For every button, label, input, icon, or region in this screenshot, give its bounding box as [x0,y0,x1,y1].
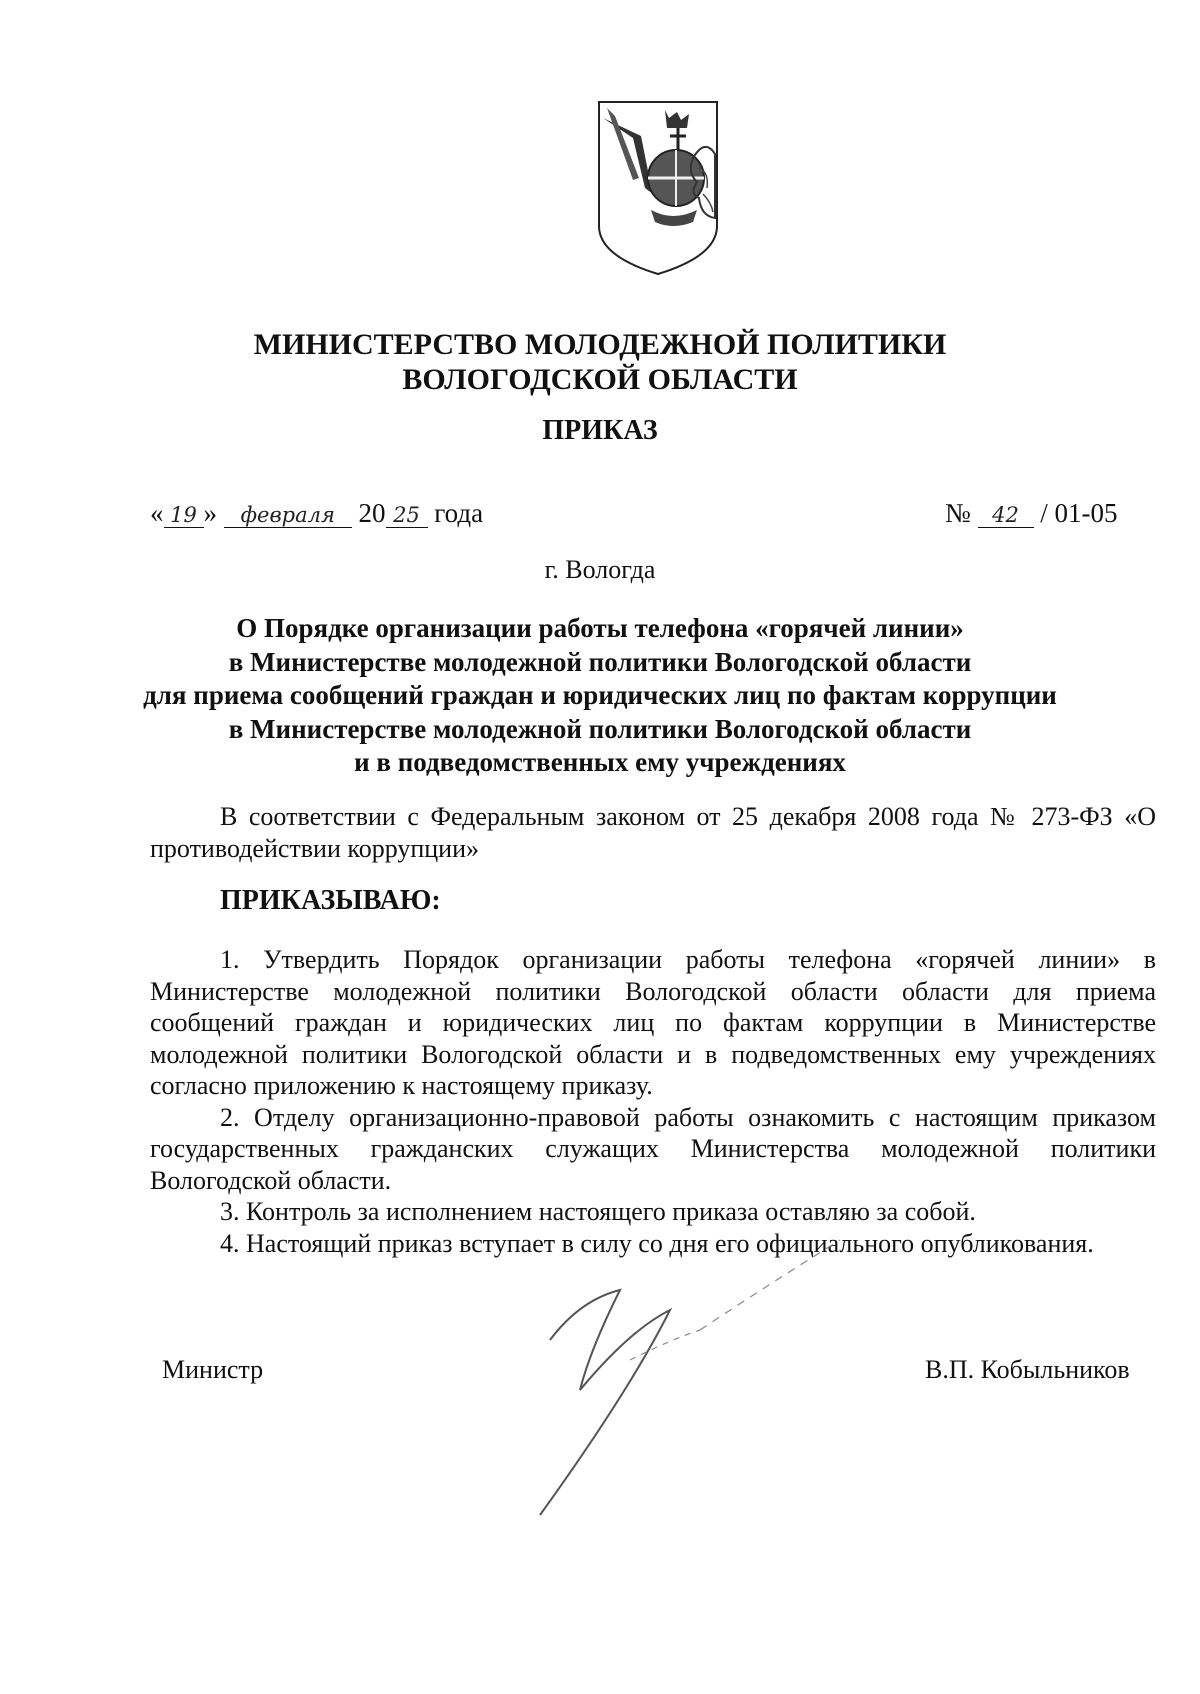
number-suffix: / 01-05 [1040,498,1118,528]
decree-word: ПРИКАЗЫВАЮ: [220,885,441,916]
date-month: февраля [224,503,352,528]
city-name: г. Вологда [544,555,656,584]
date-year-suffix: 25 [386,503,428,528]
order-item: 3. Контроль за исполнением настоящего приказа оставляю за собой. [220,1197,976,1226]
date-year-prefix: 20 [358,498,386,528]
date-close-quote: » [203,498,217,528]
date-open-quote: « [150,498,164,528]
subject-line: для приема сообщений граждан и юридических лиц по фактам коррупции [143,680,1057,710]
document-type-title: ПРИКАЗ [542,415,658,446]
document-number [945,498,1118,529]
subject-line: в Министерстве молодежной политики Вологодской области [228,713,972,744]
coat-of-arms-emblem [593,98,723,278]
number-value: 42 [978,503,1034,528]
date-day: 19 [164,503,204,528]
order-item: 2. Отделу организационно-правовой работы ознакомить с настоящим приказом государственных гражданских служащих Министерства молодежной политики Вологодской области. [150,1102,1156,1195]
subject-line: О Порядке организации работы телефона «горячей линии» [236,613,964,643]
order-items [150,944,1156,1259]
document-subject [0,612,1200,780]
date-year-word: года [434,498,484,528]
ministry-name-line1: МИНИСТЕРСТВО МОЛОДЕЖНОЙ ПОЛИТИКИ [253,328,947,361]
handwritten-signature [520,1220,850,1520]
ministry-name-line2: ВОЛОГОДСКОЙ ОБЛАСТИ [402,363,798,396]
preamble-paragraph: В соответствии с Федеральным законом от 25 декабря 2008 года № 273-ФЗ «О противодействии коррупции» [150,802,1156,863]
signatory-position: Министр [162,1355,264,1384]
signatory-name: В.П. Кобыльников [925,1355,1130,1384]
document-date [150,498,483,529]
number-label: № [945,498,971,528]
subject-line: в Министерстве молодежной политики Вологодской области [228,646,972,677]
order-item: 4. Настоящий приказ вступает в силу со дня его официального опубликования. [220,1228,1094,1258]
subject-line: и в подведомственных ему учреждениях [354,747,846,777]
order-item: 1. Утвердить Порядок организации работы телефона «горячей линии» в Министерстве молодежной политики Вологодской области области для приема сообщений граждан и юридических лиц по фактам коррупции в Министерстве молодежной политики Вологодской области и в подведомственных ему учреждениях согласно приложению к настоящему приказу. [150,945,1156,1100]
